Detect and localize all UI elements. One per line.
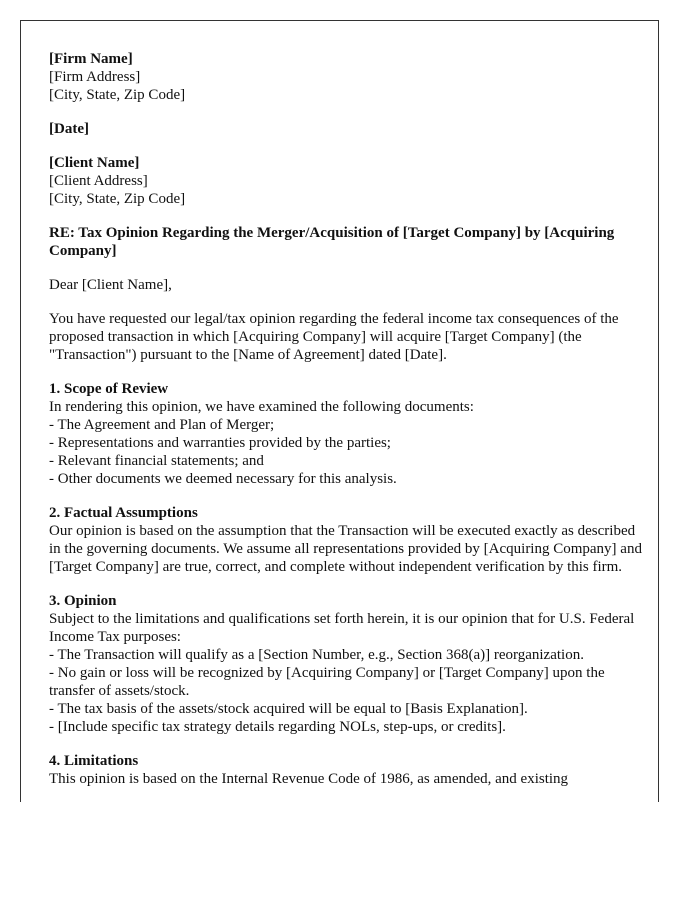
intro-paragraph: You have requested our legal/tax opinion regarding the federal income tax consequences of the proposed transaction in which [Acquiring Company] will acquire [Target Company] (the "Transaction") pursuant to the [Name of Agreement] dated [Date]. [49,311,619,363]
section-limitations [49,752,645,788]
section-heading: 2. Factual Assumptions [49,505,198,521]
section-heading: 3. Opinion [49,593,117,609]
letter-content [49,50,645,802]
list-item: - The Transaction will qualify as a [Section Number, e.g., Section 368(a)] reorganization. [49,647,584,663]
list-item: - The Agreement and Plan of Merger; [49,417,275,433]
section-assumptions [49,504,645,576]
letter-date: [Date] [49,121,89,137]
client-block [49,154,645,208]
document-list [49,416,645,488]
section-heading: 4. Limitations [49,753,139,769]
client-name: [Client Name] [49,155,140,171]
section-heading: 1. Scope of Review [49,381,169,397]
list-item: - No gain or loss will be recognized by [Acquiring Company] or [Target Company] upon the transfer of assets/stock. [49,665,605,699]
letter-page [20,20,659,802]
list-item: - Relevant financial statements; and [49,453,264,469]
firm-block [49,50,645,104]
firm-name: [Firm Name] [49,51,133,67]
section-text: This opinion is based on the Internal Revenue Code of 1986, as amended, and existing [49,771,569,787]
section-opinion [49,592,645,736]
firm-address: [Firm Address] [49,69,141,85]
client-city: [City, State, Zip Code] [49,191,186,207]
opinion-list [49,646,645,736]
list-item: - Other documents we deemed necessary for this analysis. [49,471,397,487]
section-text: In rendering this opinion, we have examined the following documents: [49,399,474,415]
firm-city: [City, State, Zip Code] [49,87,186,103]
client-address: [Client Address] [49,173,148,189]
list-item: - The tax basis of the assets/stock acquired will be equal to [Basis Explanation]. [49,701,528,717]
section-text: Subject to the limitations and qualifications set forth herein, it is our opinion that for U.S. Federal Income Tax purposes: [49,611,635,645]
list-item: - [Include specific tax strategy details regarding NOLs, step-ups, or credits]. [49,719,506,735]
section-text: Our opinion is based on the assumption that the Transaction will be executed exactly as described in the governing documents. We assume all representations provided by [Acquiring Company] and [Target Company] are true, correct, and complete without independent verification by this firm. [49,523,642,575]
section-scope [49,380,645,488]
list-item: - Representations and warranties provided by the parties; [49,435,391,451]
subject-line: RE: Tax Opinion Regarding the Merger/Acquisition of [Target Company] by [Acquiring Company] [49,225,615,259]
salutation: Dear [Client Name], [49,277,172,293]
